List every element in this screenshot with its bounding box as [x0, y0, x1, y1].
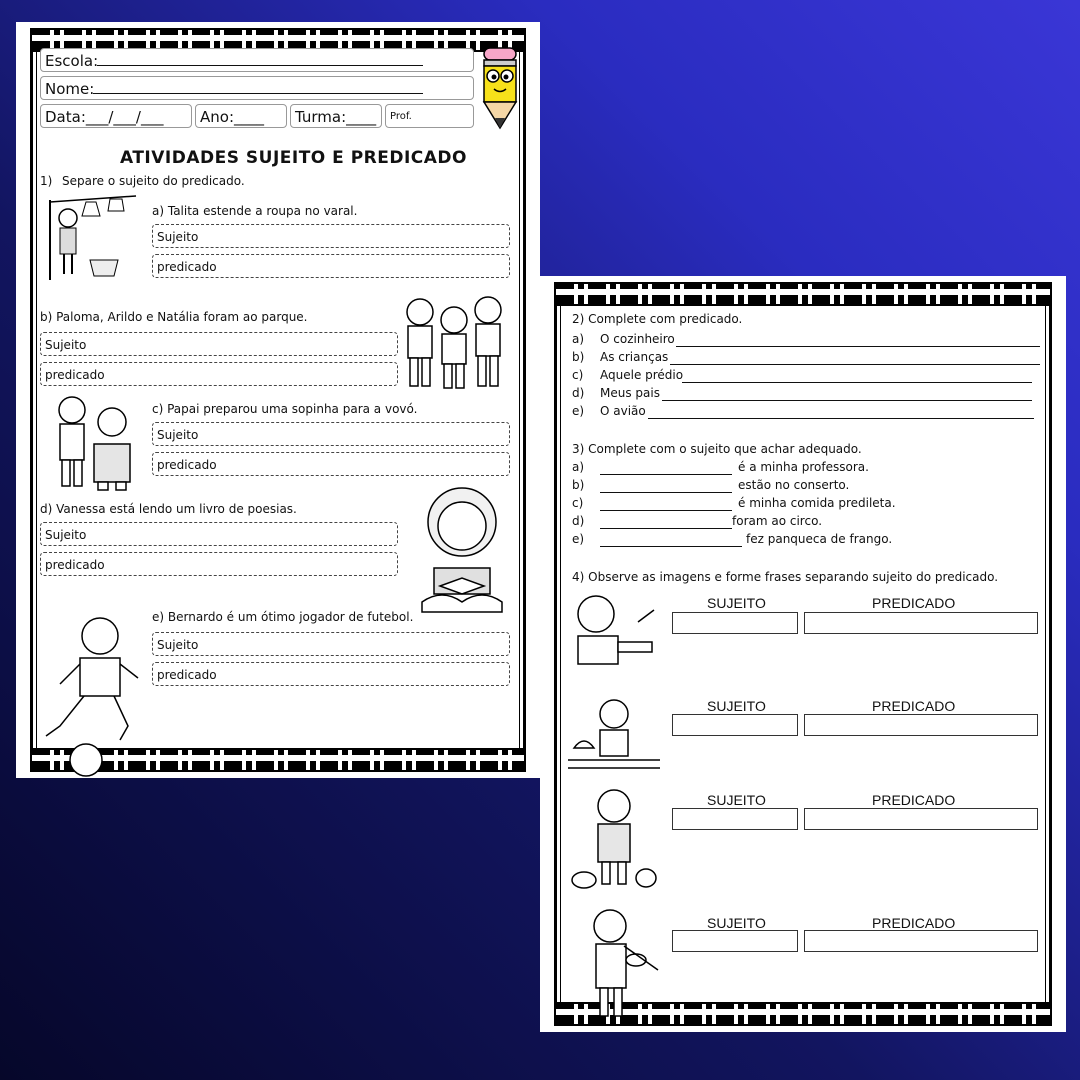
item-a-sentence: a) Talita estende a roupa no varal. [152, 204, 358, 218]
q2-letter-c: c) [572, 368, 584, 382]
item-d-subject-box[interactable] [40, 522, 398, 546]
q2-answer-line-b[interactable] [670, 364, 1040, 365]
q3-answer-line-b[interactable] [600, 492, 732, 493]
item-a-predicate-box[interactable] [152, 254, 510, 278]
year-field[interactable] [195, 104, 287, 128]
q4-subject-box-2[interactable] [672, 714, 798, 736]
q2-letter-b: b) [572, 350, 585, 364]
page-border-top-pattern [554, 282, 1052, 306]
subject-label: Sujeito [157, 428, 199, 442]
q3-letter-b: b) [572, 478, 585, 492]
q3-answer-line-c[interactable] [600, 510, 732, 511]
predicate-label: predicado [157, 458, 217, 472]
q3-text-c: é minha comida predileta. [738, 496, 896, 510]
q2-text-a: O cozinheiro [600, 332, 675, 346]
item-d-sentence: d) Vanessa está lendo um livro de poesias. [40, 502, 297, 516]
q3-answer-line-d[interactable] [600, 528, 732, 529]
boy-receiving-vaccine-illustration [568, 592, 660, 672]
dad-and-grandma-illustration [48, 392, 140, 492]
item-e-subject-box[interactable] [152, 632, 510, 656]
q2-answer-line-a[interactable] [676, 346, 1040, 347]
q4-predicate-box-3[interactable] [804, 808, 1038, 830]
q4-subject-header-3: SUJEITO [707, 792, 766, 808]
q4-predicate-box-1[interactable] [804, 612, 1038, 634]
school-field[interactable] [40, 48, 474, 72]
girl-playing-violin-illustration [574, 906, 660, 1028]
item-b-sentence: b) Paloma, Arildo e Natália foram ao parque. [40, 310, 308, 324]
q3-text-b: estão no conserto. [738, 478, 850, 492]
item-a-subject-box[interactable] [152, 224, 510, 248]
q4-subject-header-2: SUJEITO [707, 698, 766, 714]
name-label: Nome: [45, 80, 95, 98]
q4-predicate-header-2: PREDICADO [872, 698, 956, 714]
q4-subject-header-4: SUJEITO [707, 915, 766, 931]
q3-prompt: 3) Complete com o sujeito que achar adequado. [572, 442, 862, 456]
name-field[interactable] [40, 76, 474, 100]
q3-letter-d: d) [572, 514, 585, 528]
q2-prompt: 2) Complete com predicado. [572, 312, 743, 326]
q3-text-d: foram ao circo. [732, 514, 823, 528]
predicate-label: predicado [157, 668, 217, 682]
boy-playing-soccer-illustration [40, 612, 148, 778]
q3-letter-c: c) [572, 496, 584, 510]
q1-prompt: Separe o sujeito do predicado. [62, 174, 245, 188]
q4-subject-box-1[interactable] [672, 612, 798, 634]
school-line [97, 65, 423, 66]
three-children-illustration [400, 290, 510, 394]
worksheet-page-1 [16, 22, 540, 778]
subject-label: Sujeito [157, 638, 199, 652]
item-d-predicate-box[interactable] [40, 552, 398, 576]
q4-predicate-header-4: PREDICADO [872, 915, 956, 931]
predicate-label: predicado [45, 558, 105, 572]
q2-text-d: Meus pais [600, 386, 660, 400]
item-b-subject-box[interactable] [40, 332, 398, 356]
q4-subject-header-1: SUJEITO [707, 595, 766, 611]
q3-letter-e: e) [572, 532, 585, 546]
q2-letter-a: a) [572, 332, 585, 346]
item-e-sentence: e) Bernardo é um ótimo jogador de futebol. [152, 610, 414, 624]
q2-answer-line-c[interactable] [682, 382, 1032, 383]
teacher-field[interactable] [385, 104, 474, 128]
q2-text-e: O avião [600, 404, 646, 418]
year-label: Ano:____ [200, 108, 264, 126]
girl-reading-book-illustration [416, 482, 508, 620]
q4-subject-box-3[interactable] [672, 808, 798, 830]
boy-watering-plants-illustration [568, 696, 660, 776]
school-label: Escola: [45, 52, 99, 70]
name-line [93, 93, 423, 94]
girl-hanging-clothes-illustration [46, 190, 138, 282]
q2-letter-e: e) [572, 404, 585, 418]
predicate-label: predicado [45, 368, 105, 382]
q3-answer-line-e[interactable] [600, 546, 742, 547]
q2-text-c: Aquele prédio [600, 368, 684, 382]
q2-answer-line-d[interactable] [662, 400, 1032, 401]
subject-label: Sujeito [45, 528, 87, 542]
q3-text-a: é a minha professora. [738, 460, 869, 474]
q2-letter-d: d) [572, 386, 585, 400]
worksheet-page-2 [540, 276, 1066, 1032]
item-e-predicate-box[interactable] [152, 662, 510, 686]
predicate-label: predicado [157, 260, 217, 274]
q2-answer-line-e[interactable] [648, 418, 1034, 419]
teacher-label: Prof. [390, 111, 412, 122]
q4-predicate-header-3: PREDICADO [872, 792, 956, 808]
q4-prompt: 4) Observe as imagens e forme frases separando sujeito do predicado. [572, 570, 999, 584]
class-label: Turma:____ [295, 108, 377, 126]
q4-predicate-box-2[interactable] [804, 714, 1038, 736]
item-b-predicate-box[interactable] [40, 362, 398, 386]
q4-subject-box-4[interactable] [672, 930, 798, 952]
q3-letter-a: a) [572, 460, 585, 474]
subject-label: Sujeito [45, 338, 87, 352]
q3-text-e: fez panqueca de frango. [746, 532, 893, 546]
date-field[interactable] [40, 104, 192, 128]
item-c-predicate-box[interactable] [152, 452, 510, 476]
q4-predicate-header-1: PREDICADO [872, 595, 956, 611]
date-label: Data:___/___/___ [45, 108, 164, 126]
item-c-sentence: c) Papai preparou uma sopinha para a vovó. [152, 402, 418, 416]
q3-answer-line-a[interactable] [600, 474, 732, 475]
subject-label: Sujeito [157, 230, 199, 244]
q4-predicate-box-4[interactable] [804, 930, 1038, 952]
girl-feeding-chickens-illustration [568, 786, 660, 896]
class-field[interactable] [290, 104, 382, 128]
item-c-subject-box[interactable] [152, 422, 510, 446]
q2-text-b: As crianças [600, 350, 669, 364]
worksheet-title: ATIVIDADES SUJEITO E PREDICADO [120, 148, 467, 168]
q1-number: 1) [40, 174, 53, 188]
pencil-mascot-icon [480, 46, 520, 132]
